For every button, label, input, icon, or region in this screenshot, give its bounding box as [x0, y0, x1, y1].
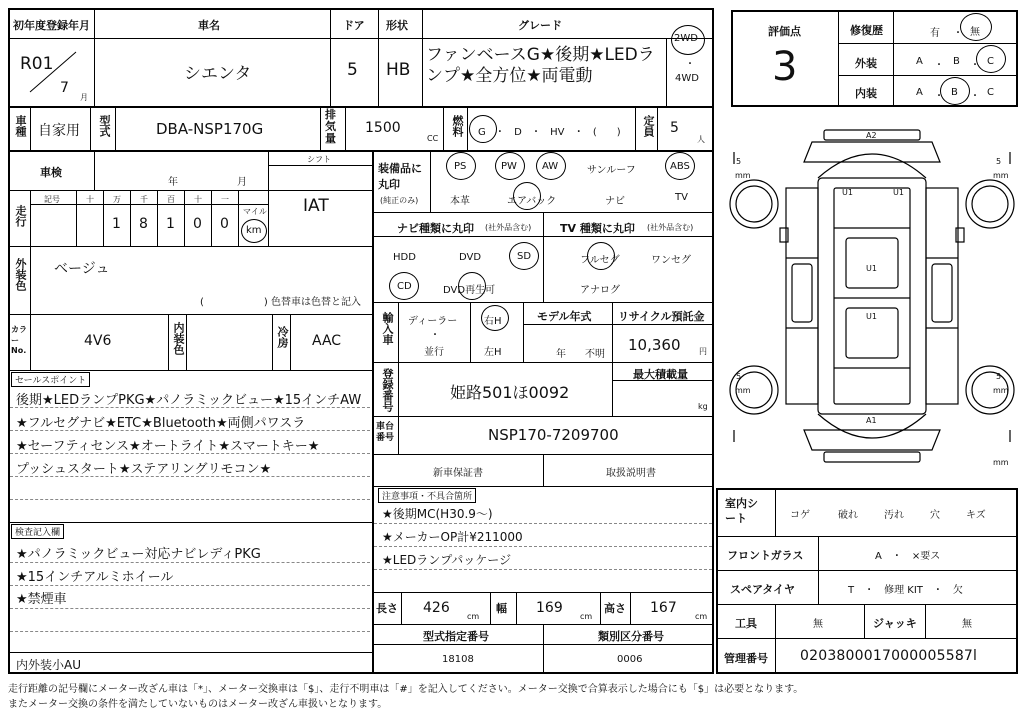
- spare-label: スペアタイヤ: [730, 583, 796, 596]
- inspect-line-3: ★禁煙車: [16, 592, 67, 607]
- mileage-col-2: 万: [113, 195, 121, 204]
- len-value: 426: [423, 600, 450, 616]
- equip-pw: PW: [501, 161, 517, 172]
- inspect-line-2: ★15インチアルミホイール: [16, 570, 174, 585]
- mileage-col-6: 一: [221, 195, 229, 204]
- import-dealer: ディーラー: [408, 316, 458, 327]
- glass-value: A ・ ×要ス: [875, 551, 941, 562]
- inspect-footer: 内外装小AU: [16, 658, 81, 672]
- color-no-value: 4V6: [84, 333, 112, 349]
- len-unit: cm: [467, 612, 480, 621]
- import-right: 右H: [484, 316, 502, 327]
- diagram-5-rl: 5: [736, 372, 742, 381]
- sales-line-2: ★フルセグナビ★ETC★Bluetooth★両側パワスラ: [16, 416, 306, 431]
- tv-analog: アナログ: [580, 285, 620, 296]
- grade-label: グレード: [518, 19, 562, 32]
- spare-value: T ・ 修理 KIT ・ 欠: [848, 585, 963, 596]
- equip-sub: (純正のみ): [380, 196, 419, 205]
- repair-label: 修復歴: [850, 24, 883, 37]
- mileage-digit-3: 1: [166, 216, 175, 232]
- import-parallel: 並行: [424, 347, 444, 358]
- import-dot: ・: [430, 330, 440, 341]
- color-no-label: カラーNo.: [11, 325, 27, 355]
- mgmt-value: 0203800017000005587l: [800, 648, 978, 664]
- model-year-unit: 年: [556, 349, 566, 360]
- cap-value: 5: [670, 120, 679, 136]
- fuel-label: 燃料: [451, 115, 464, 137]
- model-year-label: モデル年式: [537, 310, 592, 323]
- equip-label: 装備品に丸印: [378, 162, 422, 191]
- equip-tv: TV: [675, 192, 688, 203]
- shape: HB: [386, 60, 411, 80]
- shift-value: IAT: [303, 196, 329, 216]
- drive-4wd: 4WD: [675, 73, 699, 84]
- tv-fullseg: フルセグ: [580, 255, 620, 266]
- cap-unit: 人: [697, 135, 705, 144]
- navi-label: ナビ種類に丸印: [397, 222, 474, 235]
- diagram-u1-center: U1: [866, 264, 877, 273]
- disp-label: 排気量: [325, 108, 336, 145]
- load-unit: kg: [698, 402, 708, 411]
- tv-label: TV 種類に丸印: [560, 222, 635, 235]
- mileage-digit-2: 8: [139, 216, 148, 232]
- tools-label: 工具: [735, 617, 757, 630]
- reg-year-label: 初年度登録年月: [13, 19, 90, 32]
- recycle-label: リサイクル預託金: [618, 310, 705, 323]
- navi-sd: SD: [517, 251, 532, 262]
- drive-dot: ・: [685, 59, 695, 70]
- sales-line-4: プッシュスタート★ステアリングリモコン★: [16, 462, 272, 477]
- hgt-value: 167: [650, 600, 677, 616]
- tv-oneseg: ワンセグ: [651, 255, 691, 266]
- equip-leather: 本革: [450, 196, 470, 207]
- mileage-col-4: 百: [167, 195, 175, 204]
- inspection-month-unit: 月: [237, 177, 247, 188]
- car-name: シエンタ: [184, 64, 252, 84]
- diagram-u1-left: U1: [842, 188, 853, 197]
- diagram-u1-rear: U1: [866, 312, 877, 321]
- hgt-unit: cm: [695, 612, 708, 621]
- exterior-change: ( ) 色替車は色替と記入: [200, 297, 361, 308]
- jack-label: ジャッキ: [873, 617, 917, 630]
- sales-label: セールスポイント: [11, 372, 90, 387]
- doors: 5: [347, 60, 358, 80]
- sheet-scratch: キズ: [966, 510, 986, 521]
- import-label: 輸入車: [381, 312, 394, 345]
- tv-sub: (社外品含む): [647, 223, 694, 232]
- navi-cd: CD: [397, 281, 412, 292]
- model-value: DBA-NSP170G: [156, 120, 264, 138]
- mileage-digit-1: 1: [112, 216, 121, 232]
- int-label: 内装: [855, 87, 877, 100]
- notes-line-3: ★LEDランプパッケージ: [382, 553, 512, 567]
- footer-line-1: 走行距離の記号欄にメーター改ざん車は「*」、メーター交換車は「$」、走行不明車は「#」を記入してください。メーター交換で合算表示した場合にも「$」は必要となります。: [8, 684, 804, 695]
- fuel-value: G ・ D ・ HV ・ ( ): [478, 127, 621, 138]
- import-left: 左H: [484, 347, 502, 358]
- ac-value: AAC: [312, 333, 342, 349]
- notes-line-1: ★後期MC(H30.9～): [382, 507, 493, 521]
- sales-line-1: 後期★LEDランプPKG★パノラミックビュー★15インチAW: [16, 393, 362, 408]
- wid-label: 幅: [496, 602, 507, 615]
- equip-aw: AW: [542, 161, 559, 172]
- sheet-tear: 破れ: [838, 510, 858, 521]
- interior-sheet-label: 室内シート: [725, 497, 758, 525]
- class-no-label: 類別区分番号: [598, 630, 664, 643]
- disp-unit: CC: [427, 134, 439, 143]
- exterior-color: ベージュ: [54, 261, 110, 277]
- navi-hdd: HDD: [393, 252, 416, 263]
- equip-abs: ABS: [670, 161, 690, 172]
- use-label: 車種: [14, 115, 27, 137]
- equip-sunroof: サンルーフ: [587, 165, 636, 176]
- diagram-mm-fr: mm: [993, 171, 1009, 180]
- car-name-label: 車名: [198, 19, 220, 32]
- footer-line-2: またメーター交換の条件を満たしていないものはメーター改ざん車扱いとなります。: [8, 699, 388, 710]
- equip-airbag: エアバック: [507, 196, 557, 207]
- shape-label: 形状: [386, 19, 408, 32]
- ext-label: 外装: [855, 57, 877, 70]
- inspection-year-unit: 年: [168, 177, 178, 188]
- ext-a: A: [916, 56, 923, 67]
- grade-value: ファンベースG★後期★LEDランプ★全方位★両電動: [426, 45, 655, 86]
- shift-label: シフト: [307, 155, 331, 164]
- warranty-manual: 取扱説明書: [606, 468, 656, 479]
- date-slash: [24, 48, 84, 98]
- mileage-col-5: 十: [194, 195, 202, 204]
- int-color-label: 内装色: [172, 322, 185, 355]
- score-value: 3: [772, 44, 798, 90]
- jack-value: 無: [962, 619, 972, 630]
- load-label: 最大積載量: [633, 368, 688, 381]
- navi-dvd-play: DVD再生可: [443, 285, 496, 296]
- chassis-value: NSP170-7209700: [488, 426, 619, 444]
- class-no-value: 0006: [617, 654, 643, 665]
- diagram-mm-fl: mm: [735, 171, 751, 180]
- diagram-a1: A1: [866, 416, 877, 425]
- wid-unit: cm: [580, 612, 593, 621]
- hgt-label: 高さ: [604, 602, 626, 615]
- sheet-stain: 汚れ: [884, 510, 904, 521]
- type-no-value: 18108: [442, 654, 474, 665]
- type-no-label: 型式指定番号: [423, 630, 489, 643]
- inspect-note-label: 検査記入欄: [11, 524, 64, 539]
- mileage-label: 走行: [14, 205, 27, 227]
- ext-c: C: [987, 56, 994, 67]
- diagram-mm-rr: mm: [993, 386, 1009, 395]
- sales-line-3: ★セーフティセンス★オートライト★スマートキー★: [16, 439, 320, 454]
- mileage-mile: マイル: [243, 207, 267, 216]
- mgmt-label: 管理番号: [724, 652, 768, 665]
- repair-yes: 有: [930, 28, 940, 39]
- int-b: B: [951, 87, 958, 98]
- plate-label: 登録番号: [381, 368, 394, 412]
- mileage-digit-4: 0: [193, 216, 202, 232]
- repair-no: 無: [970, 27, 980, 38]
- diagram-mm-rl: mm: [735, 386, 751, 395]
- reg-year: R01: [20, 54, 54, 74]
- mileage-col-0: 記号: [44, 195, 60, 204]
- disp-value: 1500: [365, 120, 401, 136]
- mileage-col-1: 十: [86, 195, 94, 204]
- recycle-value: 10,360: [628, 336, 681, 354]
- doors-label: ドア: [343, 19, 365, 32]
- cap-label: 定員: [642, 115, 655, 137]
- reg-month: 7: [60, 80, 69, 96]
- mileage-km: km: [246, 225, 262, 236]
- score-label: 評価点: [768, 25, 801, 38]
- len-label: 長さ: [376, 602, 398, 615]
- diagram-5-fl: 5: [736, 157, 742, 166]
- equip-ps: PS: [454, 161, 467, 172]
- mileage-col-3: 千: [140, 195, 148, 204]
- int-c: C: [987, 87, 994, 98]
- notes-label: 注意事項・不具合箇所: [378, 488, 476, 503]
- warranty-card: 新車保証書: [433, 468, 483, 479]
- inspect-line-1: ★パノラミックビュー対応ナビレディPKG: [16, 547, 261, 562]
- chassis-label: 車台番号: [376, 422, 395, 443]
- diagram-5-fr: 5: [996, 157, 1002, 166]
- sheet-hole: 穴: [930, 510, 940, 521]
- sheet-burn: コゲ: [790, 510, 810, 521]
- int-a: A: [916, 87, 923, 98]
- use-value: 自家用: [38, 123, 80, 139]
- notes-line-2: ★メーカーOP計¥211000: [382, 530, 523, 544]
- plate-value: 姫路501ほ0092: [450, 383, 570, 402]
- reg-month-unit: 月: [80, 93, 88, 102]
- exterior-label: 外装色: [14, 258, 27, 291]
- navi-dvd: DVD: [459, 252, 482, 263]
- ac-label: 冷房: [276, 326, 289, 348]
- diagram-u1-right: U1: [893, 188, 904, 197]
- recycle-unit: 円: [699, 347, 707, 356]
- mileage-digit-5: 0: [220, 216, 229, 232]
- inspection-label: 車検: [40, 166, 62, 179]
- equip-navi: ナビ: [605, 196, 625, 207]
- diagram-mm-bottom: mm: [993, 458, 1009, 467]
- drive-2wd: 2WD: [674, 33, 698, 44]
- tools-value: 無: [813, 619, 823, 630]
- wid-value: 169: [536, 600, 563, 616]
- ext-b: B: [953, 56, 960, 67]
- navi-sub: (社外品含む): [485, 223, 532, 232]
- glass-label: フロントガラス: [727, 549, 804, 562]
- model-label: 型式: [98, 115, 111, 137]
- diagram-5-rr: 5: [996, 372, 1002, 381]
- model-year-unknown: 不明: [585, 349, 605, 360]
- diagram-a2: A2: [866, 131, 877, 140]
